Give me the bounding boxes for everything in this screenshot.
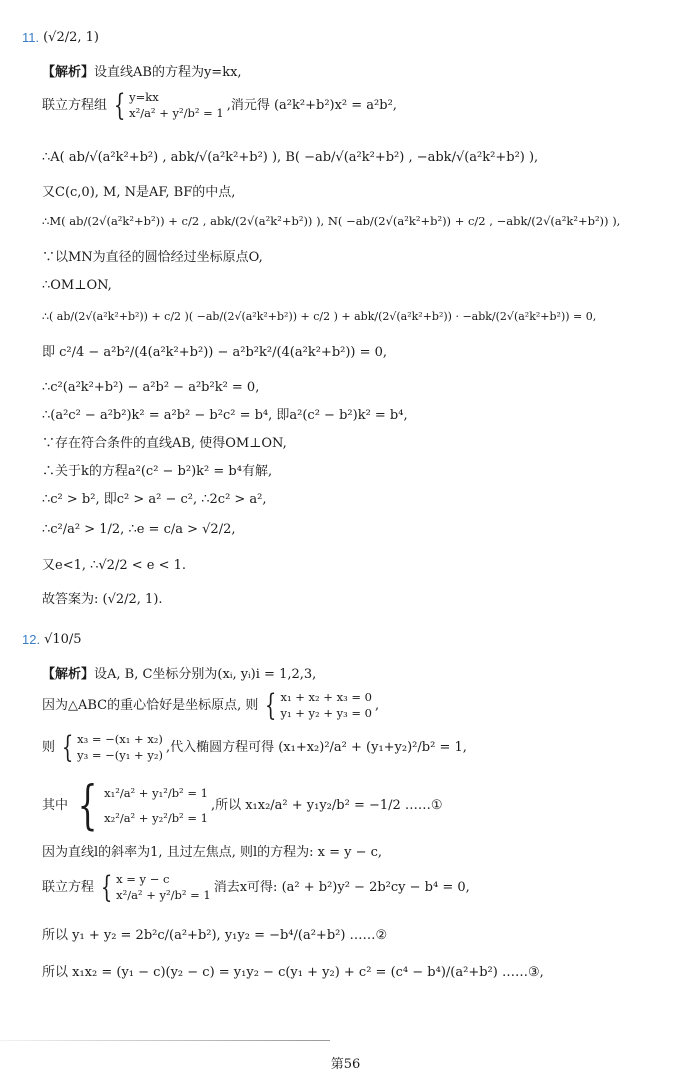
equation-system	[110, 87, 224, 123]
math-text: ,	[374, 697, 380, 713]
q11-line-3	[42, 150, 538, 166]
equation: x₁²/a² + y₁²/b² = 1	[104, 785, 208, 800]
q12-line-1	[42, 667, 316, 683]
q11-line-5	[42, 215, 620, 229]
equation: x = y − c	[116, 872, 170, 886]
math-text: ,消元得 (a²k²+b²)x² = a²b²,	[226, 97, 397, 113]
brace-glyph: {	[113, 87, 126, 123]
q11-line-9	[42, 345, 387, 361]
math-text: ,所以 x₁x₂/a² + y₁y₂/b² = −1/2 ……①	[210, 798, 443, 814]
brace-glyph: {	[265, 687, 277, 723]
brace-glyph: {	[61, 729, 74, 765]
q12-line-8	[42, 965, 544, 981]
math-text: 因为直线l的斜率为1, 且过左焦点, 则l的方程为: x = y − c,	[42, 845, 383, 860]
math-text: ,代入椭圆方程可得 (x₁+x₂)²/a² + (y₁+y₂)²/b² = 1,	[165, 739, 467, 755]
math-text: 联立方程	[42, 879, 95, 895]
page-number: 第56	[330, 1057, 361, 1072]
math-text: ∴A( ab/√(a²k²+b²) , abk/√(a²k²+b²) ), B( −ab/√(a²k²+b²) , −abk/√(a²k²+b²) ),	[42, 150, 539, 165]
math-text: 又C(c,0), M, N是AF, BF的中点,	[42, 185, 236, 200]
equation-system	[97, 869, 211, 905]
math-text: 设A, B, C坐标分别为(xᵢ, yᵢ)i = 1,2,3,	[94, 667, 317, 682]
math-text: ∴c² > b², 即c² > a² − c², ∴2c² > a²,	[42, 492, 267, 507]
q12-line-5	[42, 845, 382, 861]
math-text: ∴c²/a² > 1/2, ∴e = c/a > √2/2,	[42, 522, 236, 537]
math-text: ∵存在符合条件的直线AB, 使得OM⊥ON,	[42, 436, 287, 451]
equation: x₂²/a² + y₂²/b² = 1	[104, 811, 208, 825]
math-text: ∴关于k的方程a²(c² − b²)k² = b⁴有解,	[42, 464, 273, 479]
q11-line-11	[42, 408, 408, 424]
equation: x²/a² + y²/b² = 1	[129, 105, 224, 120]
math-text: 即 c²/4 − a²b²/(4(a²k²+b²)) − a²b²k²/(4(a²k²+b²)) = 0,	[42, 345, 388, 360]
math-text: 设直线AB的方程为y=kx,	[94, 65, 242, 80]
question-12-header	[22, 632, 82, 648]
math-text: ∴c²(a²k²+b²) − a²b² − a²b²k² = 0,	[42, 380, 260, 395]
math-text: ∵以MN为直径的圆恰经过坐标原点O,	[42, 250, 263, 265]
q12-line-3	[42, 729, 467, 765]
question-11-header	[22, 30, 99, 46]
q11-line-8	[42, 310, 596, 323]
equation-system	[58, 729, 163, 765]
q11-line-2	[42, 87, 397, 123]
question-number: 11.	[22, 30, 40, 45]
math-text: 所以 x₁x₂ = (y₁ − c)(y₂ − c) = y₁y₂ − c(y₁ + y₂) + c² = (c⁴ − b⁴)/(a²+b²) ……③,	[42, 965, 544, 980]
q11-line-10	[42, 380, 259, 396]
equation: y₁ + y₂ + y₃ = 0	[280, 705, 372, 720]
q11-line-16	[42, 558, 186, 574]
math-text: 因为△ABC的重心恰好是坐标原点, 则	[42, 697, 259, 713]
q11-line-7	[42, 278, 112, 294]
q11-line-14	[42, 492, 267, 508]
equation: x₁ + x₂ + x₃ = 0	[280, 690, 372, 704]
math-text: ∴OM⊥ON,	[42, 278, 112, 293]
math-text: 所以 y₁ + y₂ = 2b²c/(a²+b²), y₁y₂ = −b⁴/(a²+b²) ……②	[42, 928, 388, 943]
analysis-label: 【解析】	[42, 667, 95, 682]
brace-glyph: {	[77, 776, 98, 836]
q12-line-7	[42, 928, 387, 944]
equation-system	[261, 687, 372, 723]
q11-line-6	[42, 250, 263, 266]
math-text: 故答案为: (√2/2, 1).	[42, 592, 163, 607]
question-answer: √10/5	[44, 632, 82, 647]
q11-line-12	[42, 436, 287, 452]
math-text: 消去x可得: (a² + b²)y² − 2b²cy − b⁴ = 0,	[213, 879, 470, 895]
math-text: 联立方程组	[42, 97, 108, 113]
equation: x²/a² + y²/b² = 1	[116, 887, 211, 902]
q11-line-1	[42, 65, 242, 81]
equation-system	[71, 776, 208, 836]
math-text: 则	[42, 739, 56, 755]
q12-line-2	[42, 687, 380, 723]
q11-line-17	[42, 592, 163, 608]
equation: x₃ = −(x₁ + x₂)	[77, 732, 163, 746]
question-number: 12.	[22, 632, 41, 647]
math-text: ∴(a²c² − a²b²)k² = a²b² − b²c² = b⁴, 即a²(c² − b²)k² = b⁴,	[42, 408, 408, 423]
q11-line-15	[42, 522, 235, 538]
footer-divider	[0, 1040, 330, 1041]
q11-line-13	[42, 464, 272, 480]
math-text: ∴M( ab/(2√(a²k²+b²)) + c/2 , abk/(2√(a²k²+b²)) ), N( −ab/(2√(a²k²+b²)) + c/2 , −abk/(2√(a²k²+b²)) ),	[42, 214, 621, 228]
equation: y₃ = −(y₁ + y₂)	[77, 747, 163, 762]
math-text: 又e<1, ∴√2/2 < e < 1.	[42, 558, 187, 573]
math-text: ∴( ab/(2√(a²k²+b²)) + c/2 )( −ab/(2√(a²k²+b²)) + c/2 ) + abk/(2√(a²k²+b²)) · −abk/(2√(a²k²+b²)) = 0,	[42, 310, 597, 323]
analysis-label: 【解析】	[42, 65, 95, 80]
q11-line-4	[42, 185, 235, 201]
question-answer: (√2/2, 1)	[43, 30, 99, 45]
q12-line-4	[42, 776, 443, 836]
equation: y=kx	[129, 90, 159, 104]
math-text: 其中	[42, 798, 69, 814]
brace-glyph: {	[100, 869, 113, 905]
q12-line-6	[42, 869, 470, 905]
